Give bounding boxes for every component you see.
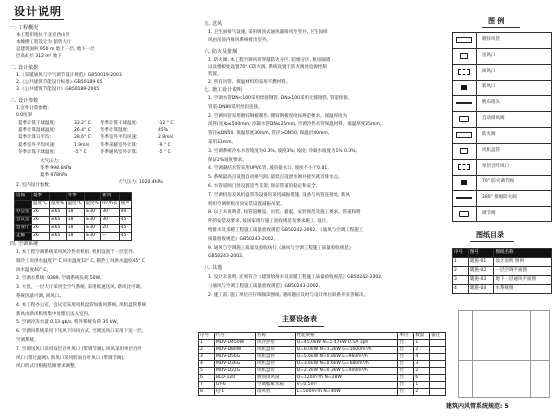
table-cell <box>430 340 446 347</box>
table-cell: 台 <box>398 340 414 347</box>
valve-symbol-icon <box>459 211 469 217</box>
table-cell: 1 <box>199 340 215 347</box>
table-row <box>453 267 552 276</box>
table-cell: Q=45.0kW N=1.47kW 0.5A 3ph <box>295 340 398 347</box>
table-cell: 夏季 <box>31 193 49 201</box>
legend-label: 调节阀 <box>482 211 496 217</box>
table-cell: 台 <box>398 375 414 382</box>
text-line: 风口形式可根据装修要求调整。 <box>16 364 79 370</box>
text-line: 机组空调柜机吊顶安装设置减振吊架。 <box>208 201 285 207</box>
table-cell: 地下一层通风平面图 <box>494 276 552 285</box>
table-cell: 45 <box>119 225 131 233</box>
s1-line: 本幢楼工程设计为 销售大厅 <box>16 40 72 45</box>
text-line: 回水温度40° C。 <box>16 267 52 273</box>
table-cell: ≥30 <box>84 225 101 233</box>
legend-label: 新风口 <box>482 84 496 90</box>
text-line: 7. 空调机房及风机盘管等设备均采用减振措施, 设备与风管连接处, 新风 <box>208 192 350 198</box>
table-cell: 5 <box>199 368 215 375</box>
grille-symbol-icon <box>460 53 468 59</box>
text-line: 3. 大堂、一层大厅采用全空气系统, 采用低速送风, 新风比可调。 <box>16 285 145 291</box>
table-cell: 冬季 <box>66 193 84 201</box>
table-cell: 台 <box>398 361 414 368</box>
table-cell: 数量 <box>414 333 430 340</box>
table-cell: 30 <box>101 217 119 225</box>
table-cell: 代号 <box>214 333 255 340</box>
table-row <box>15 233 132 241</box>
index-title-underline <box>470 241 514 242</box>
table-cell: 1 <box>453 258 469 267</box>
table-cell: 40 <box>119 209 131 217</box>
table-row <box>15 217 132 225</box>
table-row <box>199 347 446 354</box>
table-cell: 办公室 <box>15 209 32 217</box>
damper-symbol-icon <box>461 85 467 90</box>
text-line: 风由吊顶内排风系统排出室外。 <box>208 37 271 43</box>
table-cell: 2 <box>414 347 430 354</box>
s1-line: 本工程用地位于北京西山区 <box>16 33 70 38</box>
legend-label: 70° 防火调节阀 <box>482 179 514 185</box>
table-cell: Q=120m³/h N=28W <box>295 375 398 382</box>
table-cell: 图号 <box>468 249 494 258</box>
table-cell: 台 <box>398 389 414 396</box>
table-cell: ≥30 <box>84 209 101 217</box>
legend-row-line <box>452 206 552 207</box>
text-line: 件的安装及要求, 按国家现行施工验收规范及要求施工, 设计。 <box>208 219 331 225</box>
table-row <box>199 340 446 347</box>
page-title: 设计说明 <box>14 5 62 18</box>
text-line: 《通风与空调工程施工质量验收规范》GB50243-2002, <box>208 284 320 289</box>
text-line: 5. 空调冷冻水量 0.13 gb/s, 机外系统负荷 35 kW。 <box>16 320 122 326</box>
table-cell: ≤65 <box>49 233 66 241</box>
table-cell: 20 <box>101 225 119 233</box>
s3-sub: 1.室外计算参数: <box>16 106 49 111</box>
table-cell <box>430 389 446 396</box>
table-cell: 3 <box>453 276 469 285</box>
grille-symbol-icon <box>460 148 468 154</box>
table-cell: 风机盘管 <box>256 361 296 368</box>
table-cell: 26 <box>31 233 49 241</box>
s2-title: 二. 设计依据 <box>10 65 39 71</box>
table-cell: MDV-D56G <box>214 354 255 361</box>
text-line: 1. 本工程空调系统采用风冷热泵机组, 机组设置于一层室外, <box>16 250 135 255</box>
table-cell: 台 <box>398 368 414 375</box>
legend-row-line <box>452 175 552 176</box>
table-row <box>453 285 552 294</box>
table-row <box>453 249 552 258</box>
duct-symbol-icon <box>456 132 472 138</box>
table-cell: 2 <box>199 347 215 354</box>
legend-label: 回风口 <box>482 68 496 74</box>
return-grille-icon <box>458 164 470 170</box>
title-block-line <box>458 360 550 361</box>
table-cell: 8 <box>199 389 215 396</box>
param-cell: -12 ° C <box>158 121 174 126</box>
indoor-title: 2. 室内设计参数: <box>16 183 51 188</box>
pressure-right: 大气压力: 1020.4hPa <box>118 180 163 185</box>
text-line: 1. 卫生间排气设施, 采用吸顶式通风器排风至竖井, 卫生间排 <box>208 30 328 35</box>
table-cell: MDV-D450W <box>214 340 255 347</box>
text-line: 风管(宽)b≤500mm, 冷凝水管DN≤25mm, 空调冷热水管保温材料。保温厚度25mm。 <box>208 122 385 128</box>
s6-title: 六. 防火及排烟 <box>204 49 238 55</box>
table-cell: FJ-1 <box>214 389 255 396</box>
table-cell: BLD-120 <box>214 375 255 382</box>
legend-row-line <box>452 48 552 49</box>
table-cell: 暖施-02 <box>468 267 494 276</box>
table-cell: 湿度% <box>84 201 101 209</box>
s3-title: 三. 设计参数 <box>10 98 39 104</box>
table-cell <box>84 193 101 201</box>
text-line: 8. 以上未说明者, 按管道敷设、吊装、避震、安装规范及施工要求。管道和附 <box>208 210 361 216</box>
legend-label: 帆布接头 <box>482 100 500 106</box>
table-cell: 水系统图 <box>494 285 552 294</box>
table-cell: ≤65 <box>49 217 66 225</box>
table-cell <box>49 193 66 201</box>
legend-label: 自动排风阀 <box>482 116 505 122</box>
param-cell: -9 ° C <box>158 142 171 148</box>
table-cell: 风冷热泵 <box>256 340 296 347</box>
title-underline <box>12 19 64 20</box>
table-cell: 7 <box>199 382 215 389</box>
table-row <box>15 201 132 209</box>
table-cell: Q=8.0kW N=1.2kW G=1600m³/h <box>295 347 398 354</box>
param-cell: 夏季计算日平均: <box>18 135 52 141</box>
table-cell: V=0.5m³ <box>295 382 398 389</box>
pipe-symbol-icon <box>456 102 472 104</box>
equip-title-underline <box>278 326 324 327</box>
param-cell: -5 ° C <box>74 149 87 155</box>
drawing-index-table <box>452 248 552 294</box>
s8-title: 八. 其他 <box>204 265 223 271</box>
table-cell: 空调膨胀水箱 <box>256 382 296 389</box>
param-cell: 33.2° C <box>74 121 91 126</box>
param-cell: 45% <box>158 128 169 134</box>
legend-label: 防火阀 <box>482 131 496 137</box>
table-cell: 温度°C <box>31 201 49 209</box>
table-cell: 4 <box>414 354 430 361</box>
table-cell: 26 <box>31 225 49 233</box>
valve-symbol-icon <box>459 116 469 122</box>
s1-title: 一. 工程概况 <box>10 25 39 31</box>
table-cell: m³/h·p <box>101 201 119 209</box>
table-cell: 30 <box>101 209 119 217</box>
table-cell: 名称 <box>256 333 296 340</box>
table-cell: 风机盘管 <box>256 347 296 354</box>
table-cell: 序号 <box>199 333 215 340</box>
text-line: 9. 通风与空调施工质量及验收执行《通风与空调工程施工质量验收规范》 <box>208 245 354 251</box>
table-cell: 18 <box>66 217 84 225</box>
table-cell: 1 <box>414 340 430 347</box>
table-cell: 湿度% <box>49 201 66 209</box>
table-cell: 单位 <box>398 333 414 340</box>
text-line: 管道-DN80采用丝扣连接。 <box>208 104 263 110</box>
legend-row-line <box>452 80 552 81</box>
table-cell: ≥30 <box>84 217 101 225</box>
text-line: 5. 系统最高点设置自动排气阀, 最低点设泄水阀并接至就近排水点。 <box>208 175 343 181</box>
table-cell <box>430 347 446 354</box>
table-cell <box>430 375 446 382</box>
table-cell: 45 <box>119 217 131 225</box>
text-line: 4. 本工程办公室、会议室采用风机盘管加新风系统, 风机盘管系统 <box>16 302 147 308</box>
table-cell: 6 <box>414 375 430 382</box>
table-cell <box>430 382 446 389</box>
text-line: 2. 空调水系统: 9389, 空调系统负荷 50W。 <box>16 276 105 282</box>
table-cell: 台 <box>398 347 414 354</box>
text-line: 管径≤DN50, 保温厚度30mm, 管径>DN50, 保温层40mm, <box>208 131 330 137</box>
table-cell: GY-6 <box>214 382 255 389</box>
text-line: 2. 施工前, 施工单位应仔细阅读图纸, 遇问题应及时与设计单位联系并妥善解决。 <box>208 293 368 298</box>
table-cell: 风机盘管 <box>256 368 296 375</box>
legend-title-underline <box>482 27 520 28</box>
table-cell: MDV-D22G <box>214 368 255 375</box>
table-cell <box>430 354 446 361</box>
text-line: 系统风量可调, 回风口。 <box>16 294 64 299</box>
table-cell: 排风机 <box>256 389 296 396</box>
table-cell: ≤65 <box>49 209 66 217</box>
pipe-symbol-icon <box>456 197 472 199</box>
return-grille-icon <box>458 69 470 75</box>
table-row <box>453 258 552 267</box>
table-cell: 吸顶排风扇 <box>256 375 296 382</box>
index-title: 图纸目录 <box>476 231 504 239</box>
table-cell: ≤65 <box>49 225 66 233</box>
param-cell: 夏季室外平均风速: <box>18 142 56 148</box>
table-cell: MDV-D36G <box>214 361 255 368</box>
legend-row-line <box>452 64 552 65</box>
table-cell: 图纸名称 <box>494 249 552 258</box>
param-cell: 1.9m/s <box>74 142 90 148</box>
table-cell: Q=3.6kW N=0.6kW G=680m³/h <box>295 361 398 368</box>
param-cell: 冬季计算干球温度: <box>100 121 138 126</box>
equipment-table-title: 主要设备表 <box>282 315 317 323</box>
table-cell: 2 <box>414 389 430 396</box>
table-cell <box>15 201 32 209</box>
indoor-params-table <box>14 192 132 241</box>
param-cell: 2.8m/s <box>158 135 174 141</box>
text-line: 空调系统。 <box>16 338 39 343</box>
param-cell: -5 ° C <box>158 149 171 155</box>
text-line: 给排水及采暖工程施工质量验收规范 GB50242-2002, 《通风与空调工程施工 <box>208 228 364 233</box>
legend-label: 送风口 <box>482 52 496 58</box>
param-cell: 冬季通风室外计算: <box>100 149 138 155</box>
s7-title: 七. 施工设计说明 <box>204 87 243 93</box>
text-line: 采用33mm。 <box>208 140 236 145</box>
text-line: 3. 空调系统冷水水管坡度为0.3%, 坡度3%; 坡度; 冷凝水坡度为1% 0.3%, <box>208 148 357 154</box>
legend-row-line <box>452 143 552 144</box>
legend-label: 单层百叶风口 <box>482 163 509 169</box>
table-cell: 备注 <box>430 333 446 340</box>
table-cell: 4 <box>453 285 469 294</box>
s2-line: 2.《公共建筑节能设计标准》GB50189-05 <box>16 80 103 85</box>
text-line: 4. 空调凝结水管采用UPVC管, 坡向排水口, 坡度不小于0.01。 <box>208 166 332 172</box>
legend-row-line <box>452 190 552 191</box>
table-cell: 3 <box>199 354 215 361</box>
param-cell: 夏季计算湿球温度: <box>18 128 56 134</box>
text-line: 以及楼板处设置70° C防火阀, 系统设置于防火阀处电源控制 <box>208 65 327 71</box>
table-cell: 45 <box>119 233 131 241</box>
param-cell: 28.6° C <box>74 135 91 141</box>
table-cell: L=500m³/h N=40W <box>295 389 398 396</box>
param-cell: 冬季计算湿度: <box>100 128 129 134</box>
table-cell: 会议室 <box>15 217 32 225</box>
text-line: 1. 设计未说明, 还须符合《建筑给排水及采暖工程施工质量验收规范》GB50242-2002, <box>208 275 383 280</box>
text-line: 1. 防火阀: 本工程空调风管穿越防火分区, 防烟分区, 机房隔墙 <box>208 58 331 63</box>
param-cell: 冬季计算干球温度: <box>18 149 56 155</box>
table-cell: Q=5.6kW N=0.8kW L=960m³/h <box>295 354 398 361</box>
table-row <box>453 276 552 285</box>
legend-label: 风机盘管 <box>482 147 500 153</box>
table-cell: 序号 <box>453 249 469 258</box>
text-line: 6. 空调风系统采用下送风下回风方式, 空调送风口采用下送一层, <box>16 329 144 335</box>
table-row <box>15 193 132 201</box>
s4-title: 四. 空调系统 <box>10 241 39 247</box>
s1-line: 总建筑面积 950 m 地上一层, 地下一层 <box>16 47 95 52</box>
table-row <box>15 225 132 233</box>
table-row <box>199 354 446 361</box>
s2-line: 1.《采暖通风与空气调节设计规范》GB50019-2003 <box>16 73 122 78</box>
table-row <box>199 361 446 368</box>
text-line: GB50243-2002。 <box>208 254 247 260</box>
table-row <box>199 368 446 375</box>
table-cell: 台 <box>398 354 414 361</box>
table-cell: ≥30 <box>84 233 101 241</box>
text-line: 制冷工况供水温度7° C 回水温度12° C, 制热工况供水温度45° C <box>16 258 146 264</box>
text-line: 新风由新风机组集中处理后送入室内。 <box>16 311 93 317</box>
table-cell: 设计说明 图例 <box>494 258 552 267</box>
table-cell: 性能规格 <box>295 333 398 340</box>
table-cell: 房间 <box>15 193 32 201</box>
param-cell: 冬季室外平均风速: <box>100 135 138 141</box>
table-row <box>199 375 446 382</box>
text-line: 质量验收规范》GB50243-2002。 <box>208 236 278 242</box>
legend-title: 图 例 <box>488 17 505 25</box>
table-cell: 2 <box>453 267 469 276</box>
s2-line: 3.《公共建筑节能设计》GB50189-2005 <box>16 87 100 92</box>
table-cell: 台 <box>398 382 414 389</box>
pressure-winter: 冬季 998.6hPa <box>40 166 72 171</box>
pressure-label: 大气压力: <box>40 159 60 164</box>
table-cell: 1 <box>414 382 430 389</box>
table-row <box>199 389 446 396</box>
legend-label: 280° 排烟防火阀 <box>482 195 517 201</box>
legend-row-line <box>452 111 552 112</box>
table-cell: 噪声 <box>119 201 131 209</box>
table-cell: 暖施-04 <box>468 285 494 294</box>
table-cell <box>430 368 446 375</box>
table-cell <box>119 193 131 201</box>
param-cell: 26.4° C <box>74 128 91 134</box>
table-cell: 26 <box>31 217 49 225</box>
title-block-line <box>530 310 531 398</box>
legend-row-line <box>452 95 552 96</box>
table-cell <box>430 361 446 368</box>
table-cell: 2 <box>414 368 430 375</box>
table-cell: 风机盘管 <box>256 354 296 361</box>
table-row <box>15 209 132 217</box>
text-line: 6. 水管道阀门处设置适当支架, 保证管道的稳定和安全。 <box>208 184 321 189</box>
text-line: 风口 (带过滤网), 新风口采用防雨百叶风口 (带调节阀), <box>16 355 125 361</box>
table-cell: 4 <box>199 361 215 368</box>
footer-note: 建筑内风管系统规范: 5 <box>446 403 509 410</box>
legend-row-line <box>452 127 552 128</box>
table-row <box>199 382 446 389</box>
s5-title: 五. 送风 <box>204 21 223 27</box>
pressure-summer: 夏季 978hPa <box>40 173 68 178</box>
table-cell: 暖施-01 <box>468 258 494 267</box>
table-cell: 18 <box>66 233 84 241</box>
duct-symbol-icon <box>456 37 472 43</box>
table-cell: 暖施-03 <box>468 276 494 285</box>
table-cell: 一层空调平面图 <box>494 267 552 276</box>
legend-row-line <box>452 159 552 160</box>
text-line: 1. 空调水管DN<100采用焊接钢管, DN≥100采用无缝钢管, 管道焊接。 <box>208 96 353 101</box>
table-row <box>199 333 446 340</box>
table-cell: 营业厅 <box>15 225 32 233</box>
table-cell: 3 <box>414 361 430 368</box>
table-cell: 18 <box>66 209 84 217</box>
table-cell: 26 <box>31 209 49 217</box>
s1-line: 层高4 层 312 m² 地下 <box>16 54 62 59</box>
table-cell: 温度°C <box>66 201 84 209</box>
table-cell: 18 <box>66 225 84 233</box>
text-line: 7. 空调送风口采用双层百叶风口 (带调节阀), 回风采用单层百叶 <box>16 346 143 352</box>
param-cell: 夏季计算干球温度: <box>18 121 56 126</box>
table-cell: — <box>101 233 119 241</box>
title-block-line <box>472 310 473 398</box>
text-line: 2. 所有风管、保温材料均采用不燃材料。 <box>208 79 291 85</box>
damper-symbol-icon <box>461 180 467 185</box>
table-cell: 新风 <box>101 193 119 201</box>
table-cell: MDV-D80W <box>214 347 255 354</box>
param-cell: 冬季采暖室外计算: <box>100 142 138 148</box>
equipment-table <box>198 332 446 396</box>
s3-sub2: 0.0度罩 <box>16 113 33 118</box>
legend-label: 镀锌风管 <box>482 36 500 42</box>
text-line: 装置。 <box>208 72 222 78</box>
table-cell: 走廊 <box>15 233 32 241</box>
text-line: 保证2%坡度要求。 <box>208 157 247 163</box>
text-line: 2. 空调风管采用镀锌钢板制作, 镀锌钢板厚度按规范要求。保温厚度为 <box>208 113 348 119</box>
table-cell: 6 <box>199 375 215 382</box>
table-cell: Q=2.2kW N=0.3kW L=400m³/h <box>295 368 398 375</box>
